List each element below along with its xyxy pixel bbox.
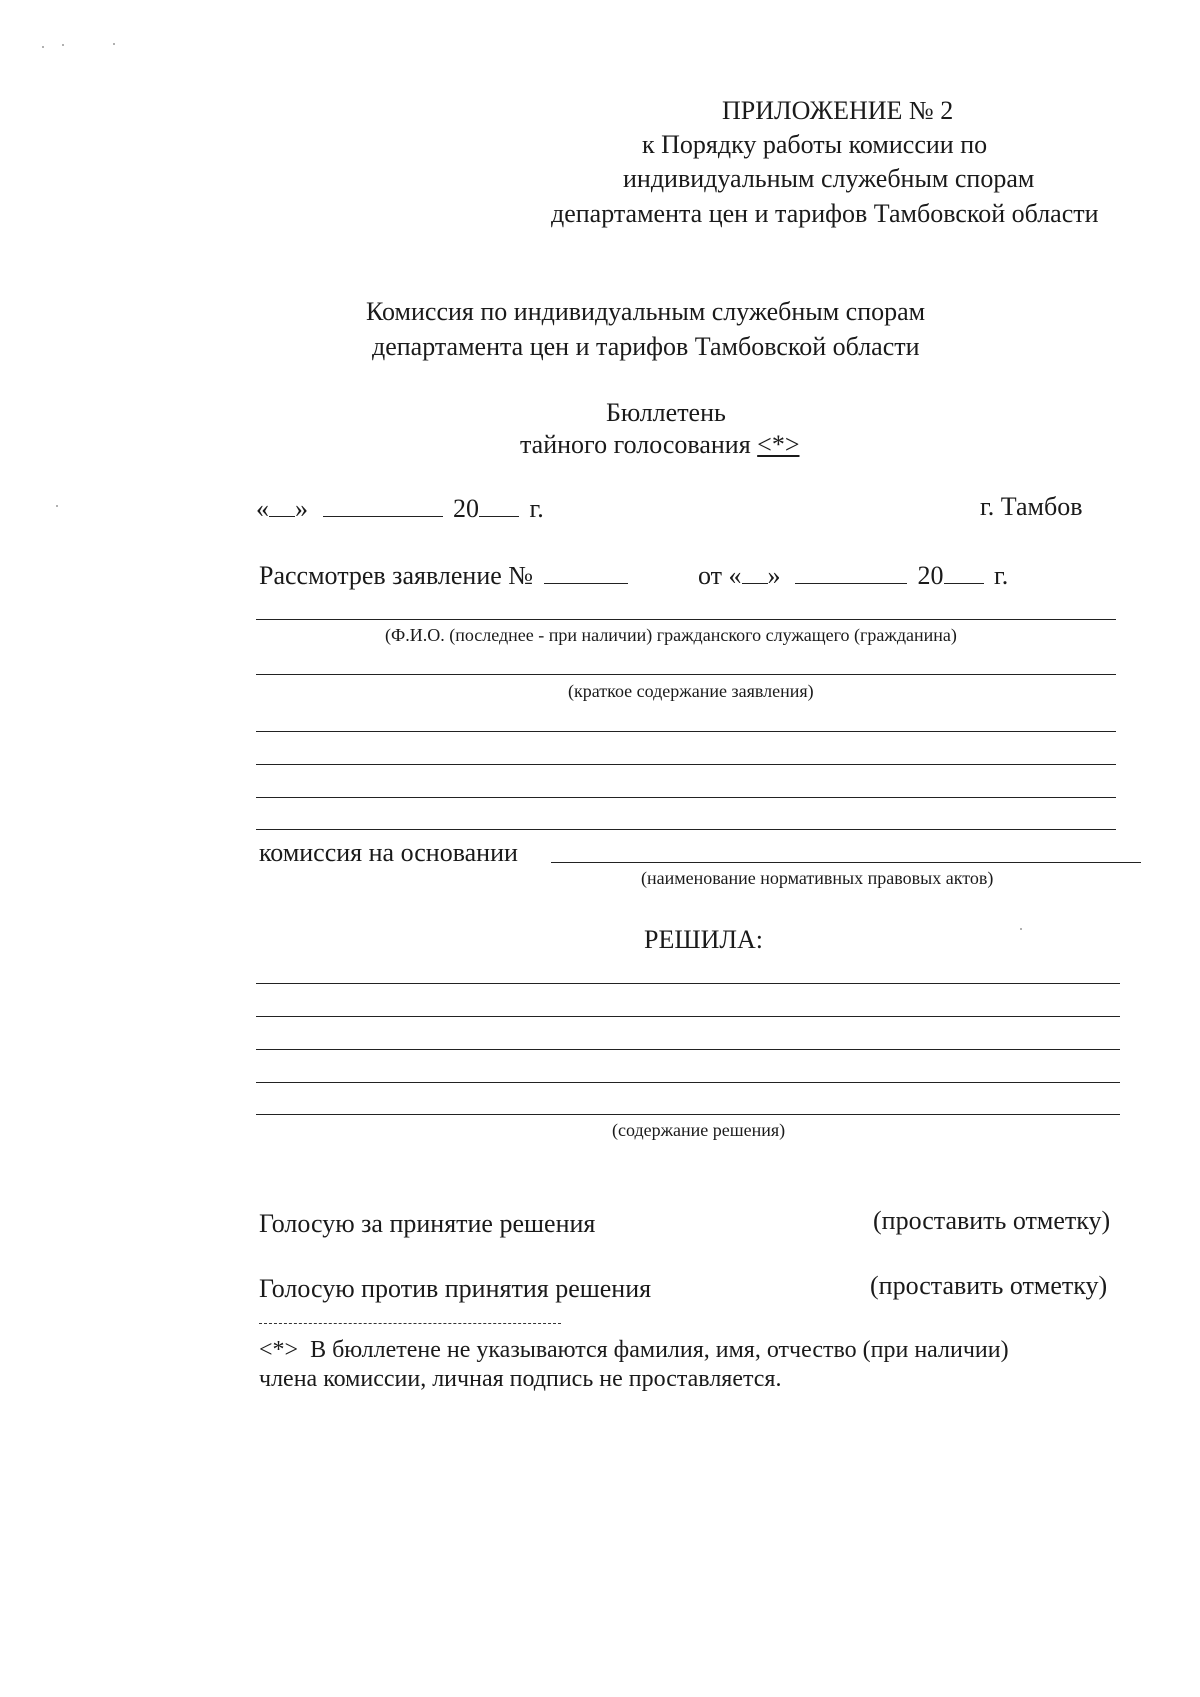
decision-line[interactable] [256,1114,1120,1115]
application-number-blank[interactable] [544,561,628,584]
ballot-subtitle-text: тайного голосования [520,430,751,459]
scan-speck [42,46,44,48]
commission-line-2: департамента цен и тарифов Тамбовской области [372,332,920,361]
vote-against-mark[interactable]: (проставить отметку) [870,1271,1108,1300]
scan-speck [56,505,58,507]
summary-caption: (краткое содержание заявления) [568,681,814,701]
city: г. Тамбов [980,492,1083,521]
vote-for-label: Голосую за принятие решения [259,1209,596,1238]
ballot-title: Бюллетень [606,398,726,427]
summary-line[interactable] [256,764,1116,765]
decision-line[interactable] [256,1049,1120,1050]
application-from: от « [698,561,742,590]
decision-line[interactable] [256,1016,1120,1017]
commission-line-1: Комиссия по индивидуальным служебным спорам [366,297,926,326]
decision-title: РЕШИЛА: [644,925,763,954]
day-blank[interactable] [269,494,295,517]
application-day-blank[interactable] [742,561,768,584]
footnote-line-1 [259,1337,1009,1364]
ballot-footnote-ref: <*> [757,430,800,459]
date-close-quote: » [295,494,308,523]
appendix-line-1: к Порядку работы комиссии по [642,130,988,159]
footnote-separator [259,1323,561,1324]
basis-line[interactable] [551,862,1141,863]
application-year-blank[interactable] [944,561,984,584]
date-open-quote: « [256,494,269,523]
scan-speck [1020,928,1022,930]
application-month-blank[interactable] [795,561,907,584]
application-label: Рассмотрев заявление № [259,561,534,590]
footnote-ref: <*> [259,1337,299,1363]
application-year-suffix: г. [994,561,1009,590]
appendix-line-3: департамента цен и тарифов Тамбовской области [551,199,1099,228]
fio-caption: (Ф.И.О. (последнее - при наличии) гражданского служащего (гражданина) [385,625,957,645]
decision-line[interactable] [256,983,1120,984]
appendix-title: ПРИЛОЖЕНИЕ № 2 [722,96,954,125]
application-close-quote: » [767,561,781,590]
acts-caption: (наименование нормативных правовых актов) [641,868,994,888]
application-line [259,561,628,591]
scan-speck [62,44,64,46]
year-suffix: г. [529,494,544,523]
summary-line[interactable] [256,674,1116,675]
decision-line[interactable] [256,1082,1120,1083]
application-date [698,561,1008,591]
fio-line[interactable] [256,619,1116,620]
decision-caption: (содержание решения) [612,1120,786,1140]
application-year-prefix: 20 [917,561,944,590]
date-line [256,494,544,524]
scan-speck [113,43,115,45]
basis-label: комиссия на основании [259,838,518,867]
vote-for-mark[interactable]: (проставить отметку) [873,1206,1111,1235]
summary-line[interactable] [256,797,1116,798]
summary-line[interactable] [256,731,1116,732]
footnote-text-1: В бюллетене не указываются фамилия, имя, отчество (при наличии) [310,1337,1009,1363]
year-prefix: 20 [453,494,479,523]
year-blank[interactable] [479,494,519,517]
summary-line[interactable] [256,829,1116,830]
footnote-line-2: члена комиссии, личная подпись не проставляется. [259,1366,782,1392]
month-blank[interactable] [323,494,443,517]
appendix-line-2: индивидуальным служебным спорам [623,164,1035,193]
vote-against-label: Голосую против принятия решения [259,1274,652,1303]
ballot-subtitle [520,430,800,460]
